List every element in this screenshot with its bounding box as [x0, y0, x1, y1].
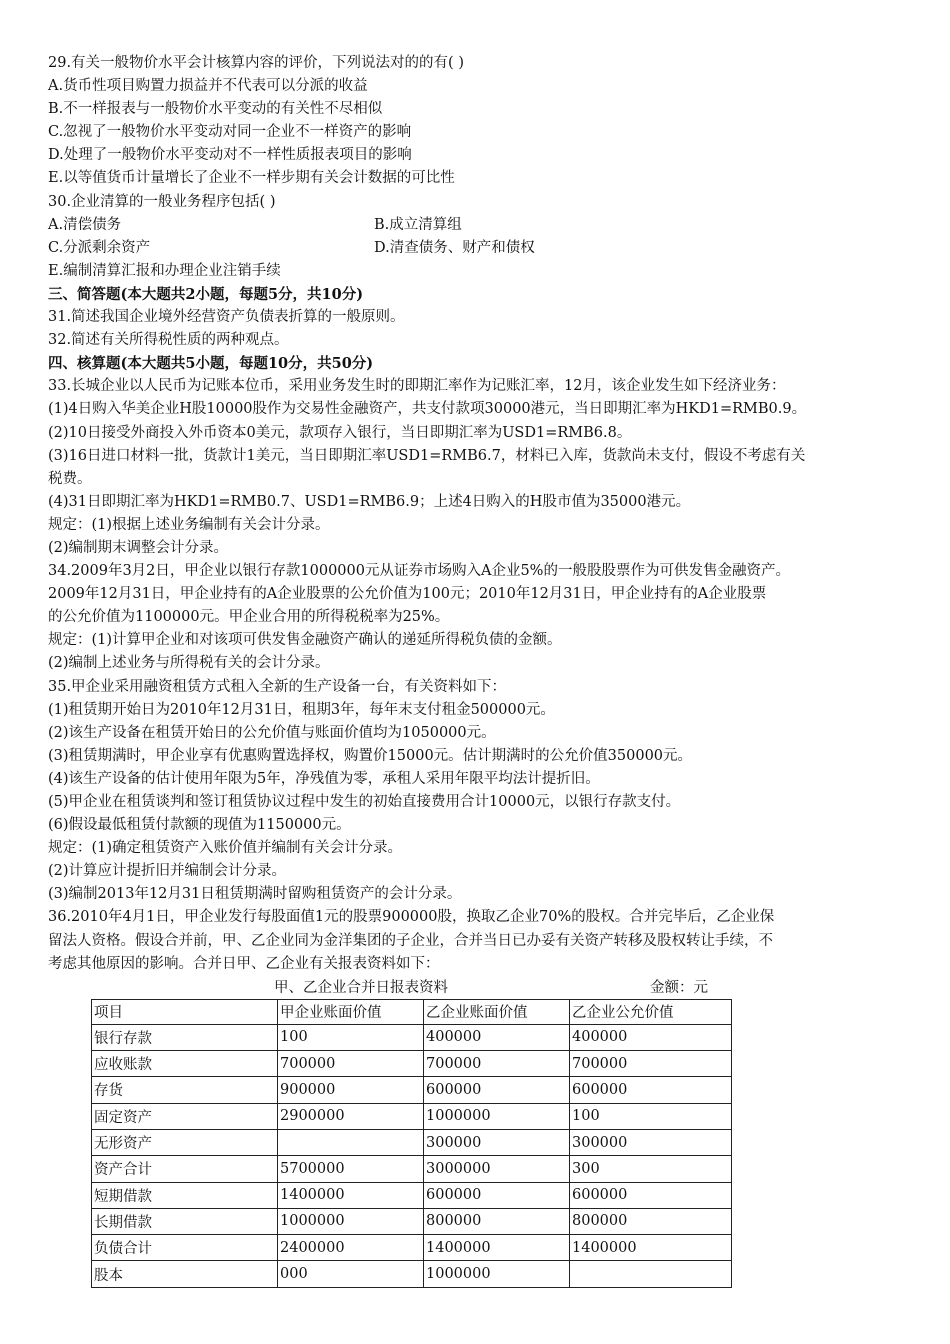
- value-cell: [278, 1129, 424, 1155]
- value-cell: 1400000: [570, 1235, 732, 1261]
- table-title: 甲、乙企业合并日报表资料: [274, 979, 448, 996]
- row-label-cell: 无形资产: [92, 1129, 278, 1155]
- q30-option-d: D.清查债务、财产和债权: [374, 239, 535, 256]
- q32-text: 32.简述有关所得税性质的两种观点。: [48, 332, 289, 349]
- q36-line: 考虑其他原因的影响。合并日甲、乙企业有关报表资料如下：: [48, 955, 440, 972]
- value-cell: 1400000: [278, 1182, 424, 1208]
- section-3-title: 三、简答题(本大题共2小题，每题5分，共10分): [48, 285, 364, 303]
- q34-line: 34.2009年3月2日，甲企业以银行存款1000000元从证券市场购入A企业5%的一般股股票作为可供发售金融资产。: [48, 563, 790, 580]
- value-cell: 600000: [570, 1182, 732, 1208]
- row-label-cell: 固定资产: [92, 1103, 278, 1129]
- value-cell: 2400000: [278, 1235, 424, 1261]
- value-cell: [570, 1261, 732, 1287]
- q33-line: 税费。: [48, 470, 92, 487]
- value-cell: 3000000: [424, 1156, 570, 1182]
- q29-option-d: D.处理了一般物价水平变动对不一样性质报表项目的影响: [48, 147, 412, 164]
- q30-options-row-1: [48, 214, 908, 237]
- table-row: [92, 1024, 732, 1050]
- row-label-cell: 负债合计: [92, 1235, 278, 1261]
- q29-stem: 29.有关一般物价水平会计核算内容的评价，下列说法对的的有( ): [48, 55, 464, 71]
- q29-option-c: C.忽视了一般物价水平变动对同一企业不一样资产的影响: [48, 124, 412, 141]
- column-header: 甲企业账面价值: [278, 999, 424, 1024]
- table-row: [92, 1235, 732, 1261]
- q35-line: (4)该生产设备的估计使用年限为5年，净残值为零，承租人采用年限平均法计提折旧。: [48, 770, 600, 787]
- column-header: 乙企业公允价值: [570, 999, 732, 1024]
- q30-option-a: A.清偿债务: [48, 216, 122, 233]
- value-cell: 700000: [278, 1051, 424, 1077]
- q33-line: (2)10日接受外商投入外币资本0美元，款项存入银行，当日即期汇率为USD1=RMB6.8。: [48, 424, 632, 441]
- q34-line: 规定：(1)计算甲企业和对该项可供发售金融资产确认的递延所得税负债的金额。: [48, 632, 562, 649]
- column-header: 乙企业账面价值: [424, 999, 570, 1024]
- value-cell: 100: [570, 1103, 732, 1129]
- q29-option-a: A.货币性项目购置力损益并不代表可以分派的收益: [48, 78, 368, 95]
- q29-option-b: B.不一样报表与一般物价水平变动的有关性不尽相似: [48, 101, 383, 118]
- q30-options-row-2: [48, 237, 908, 260]
- table-row: [92, 1051, 732, 1077]
- value-cell: 900000: [278, 1077, 424, 1103]
- value-cell: 400000: [424, 1024, 570, 1050]
- q33-line: 规定：(1)根据上述业务编制有关会计分录。: [48, 516, 330, 533]
- row-label-cell: 银行存款: [92, 1024, 278, 1050]
- q35-line: (2)计算应计提折旧并编制会计分录。: [48, 863, 287, 880]
- q36-line: 36.2010年4月1日，甲企业发行每股面值1元的股票900000股，换取乙企业70%的股权。合并完毕后，乙企业保: [48, 909, 775, 926]
- value-cell: 1000000: [424, 1103, 570, 1129]
- q35-line: (1)租赁期开始日为2010年12月31日，租期3年，每年末支付租金500000元。: [48, 701, 555, 718]
- value-cell: 600000: [424, 1182, 570, 1208]
- q35-line: (3)租赁期满时，甲企业享有优惠购置选择权，购置价15000元。估计期满时的公允价值350000元。: [48, 747, 693, 764]
- value-cell: 700000: [570, 1051, 732, 1077]
- q35-line: 规定：(1)确定租赁资产入账价值并编制有关会计分录。: [48, 840, 403, 857]
- q30-option-b: B.成立清算组: [374, 216, 462, 233]
- q33-line: (3)16日进口材料一批，货款计1美元，当日即期汇率USD1=RMB6.7，材料已入库，货款尚未支付，假设不考虑有关: [48, 447, 806, 464]
- table-row: [92, 1129, 732, 1155]
- q34-line: 的公允价值为1100000元。甲企业合用的所得税税率为25%。: [48, 609, 450, 626]
- value-cell: 300: [570, 1156, 732, 1182]
- row-label-cell: 短期借款: [92, 1182, 278, 1208]
- row-label-cell: 股本: [92, 1261, 278, 1287]
- q33-line: 33.长城企业以人民币为记账本位币，采用业务发生时的即期汇率作为记账汇率，12月，该企业发生如下经济业务：: [48, 378, 786, 395]
- value-cell: 400000: [570, 1024, 732, 1050]
- value-cell: 800000: [424, 1208, 570, 1234]
- table-body: [92, 999, 732, 1287]
- q29-option-e: E.以等值货币计量增长了企业不一样步期有关会计数据的可比性: [48, 170, 455, 187]
- row-label-cell: 长期借款: [92, 1208, 278, 1234]
- value-cell: 600000: [570, 1077, 732, 1103]
- table-row: [92, 1103, 732, 1129]
- table-caption: [48, 977, 908, 999]
- row-label-cell: 存货: [92, 1077, 278, 1103]
- q35-line: (6)假设最低租赁付款额的现值为1150000元。: [48, 817, 351, 834]
- exam-page: [48, 52, 908, 1288]
- value-cell: 100: [278, 1024, 424, 1050]
- q30-option-e: E.编制清算汇报和办理企业注销手续: [48, 262, 281, 279]
- value-cell: 300000: [424, 1129, 570, 1155]
- q35-line: (2)该生产设备在租赁开始日的公允价值与账面价值均为1050000元。: [48, 724, 496, 741]
- value-cell: 5700000: [278, 1156, 424, 1182]
- q35-line: (3)编制2013年12月31日租赁期满时留购租赁资产的会计分录。: [48, 886, 462, 903]
- q33-line: (4)31日即期汇率为HKD1=RMB0.7、USD1=RMB6.9；上述4日购入的H股市值为35000港元。: [48, 493, 691, 510]
- column-header: 项目: [92, 999, 278, 1024]
- value-cell: 1000000: [278, 1208, 424, 1234]
- q30-stem: 30.企业清算的一般业务程序包括( ): [48, 193, 276, 210]
- value-cell: 600000: [424, 1077, 570, 1103]
- row-label-cell: 资产合计: [92, 1156, 278, 1182]
- table-row: [92, 1208, 732, 1234]
- q36-line: 留法人资格。假设合并前，甲、乙企业同为金洋集团的子企业，合并当日已办妥有关资产转移及股权转让手续，不: [48, 932, 773, 949]
- table-row: [92, 1182, 732, 1208]
- q30-option-c: C.分派剩余资产: [48, 239, 151, 256]
- row-label-cell: 应收账款: [92, 1051, 278, 1077]
- value-cell: 1400000: [424, 1235, 570, 1261]
- q33-line: (1)4日购入华美企业H股10000股作为交易性金融资产，共支付款项30000港元，当日即期汇率为HKD1=RMB0.9。: [48, 401, 807, 418]
- balance-sheet-table: [91, 999, 732, 1288]
- table-row: [92, 1156, 732, 1182]
- value-cell: 000: [278, 1261, 424, 1287]
- q34-line: (2)编制上述业务与所得税有关的会计分录。: [48, 655, 330, 672]
- value-cell: 300000: [570, 1129, 732, 1155]
- value-cell: 700000: [424, 1051, 570, 1077]
- section-4-title: 四、核算题(本大题共5小题，每题10分，共50分): [48, 355, 374, 373]
- value-cell: 1000000: [424, 1261, 570, 1287]
- table-unit: 金额：元: [650, 979, 708, 996]
- table-header-row: [92, 999, 732, 1024]
- value-cell: 2900000: [278, 1103, 424, 1129]
- value-cell: 800000: [570, 1208, 732, 1234]
- q33-line: (2)编制期末调整会计分录。: [48, 539, 229, 556]
- q31-text: 31.简述我国企业境外经营资产负债表折算的一般原则。: [48, 309, 405, 326]
- table-row: [92, 1077, 732, 1103]
- q34-line: 2009年12月31日，甲企业持有的A企业股票的公允价值为100元；2010年12月31日，甲企业持有的A企业股票: [48, 586, 767, 603]
- q35-line: 35.甲企业采用融资租赁方式租入全新的生产设备一台，有关资料如下：: [48, 678, 507, 695]
- table-row: [92, 1261, 732, 1287]
- q35-line: (5)甲企业在租赁谈判和签订租赁协议过程中发生的初始直接费用合计10000元，以银行存款支付。: [48, 794, 681, 810]
